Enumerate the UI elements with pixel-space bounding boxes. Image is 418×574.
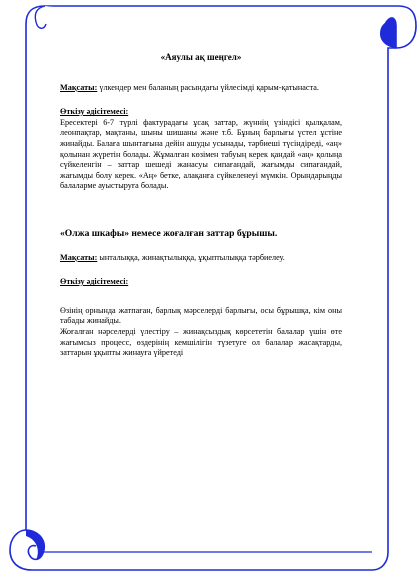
section1-method-text: Ересектері 6-7 түрлі фактурадағы ұсақ заттар, жүннің үзіндісі қылқалам, леонпақтар, мақтаны, шыны шишаны және т.б. Бұның барлығы үстел ұстіне жинайды. Балаға шынтағына дейін ашуды усынады, тәрбиеші түсіндіреді, «аң» қолынан жүретін болады. Жұмалған көзімен табуың керек қандай «аң» қолыңа сүйкеленгін – заттар шешеді жанасуы сипағандай, жағымды сипағандай, жағымды болу керек. «Аң» бетке, алақанға сүйкеленеуі мүмкін. Орындарыңды балаларме ауыстыруға болады. bbox=[60, 117, 342, 191]
section1-title: «Аяулы ақ шеңгел» bbox=[160, 52, 242, 62]
scroll-top-curl-shade bbox=[380, 19, 396, 48]
section1-method-label: Өткізу әдісітемесі: bbox=[60, 107, 129, 117]
section1-goal-label: Мақсаты: bbox=[60, 82, 98, 92]
section2-goal bbox=[60, 253, 342, 264]
section2-method-text-1: Өзінің орнында жатпаған, барлық мәрселерді барлығы, осы бұрышқа, кім оны табады жинайды. bbox=[60, 305, 342, 326]
section2-title: «Олжа шкафы» немесе жоғалған заттар бұрышы. bbox=[60, 227, 278, 239]
section2-method-label: Өткізу әдісітемесі: bbox=[60, 277, 129, 287]
section2-goal-label: Мақсаты: bbox=[60, 252, 98, 262]
section1-goal bbox=[60, 83, 342, 94]
section2-method-heading bbox=[60, 277, 342, 288]
document-content bbox=[60, 52, 342, 359]
section2-method-text-2: Жоғалған нәрселерді үлестіру – жинақсыздық көрсететін балалар үшін өте жағымсыз процесс, өздерінің кемшілігін түзетуге ол балалар жасақтарды, заттарын ұқыпты жинауға үйретеді bbox=[60, 326, 342, 358]
section2-goal-text: ынталыққа, жинақтылыққа, ұқыптылыққа тәрбиелеу. bbox=[97, 252, 285, 262]
section1-method-heading bbox=[60, 107, 342, 118]
section1-goal-text: үлкендер мен баланың расындағы үйлесімді қарым-қатынаста. bbox=[97, 82, 319, 92]
